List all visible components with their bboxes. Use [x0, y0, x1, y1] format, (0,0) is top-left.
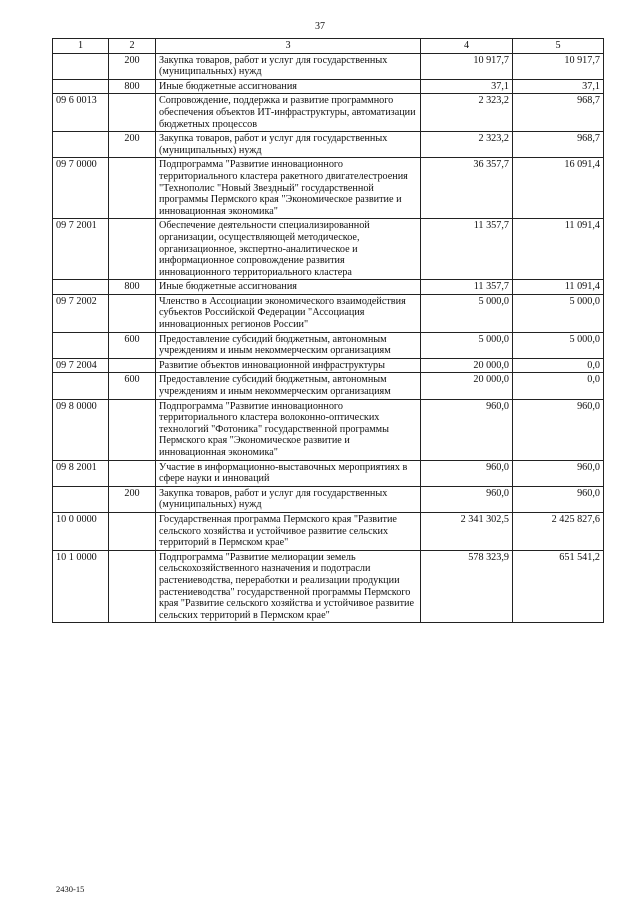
table-header-row — [53, 39, 604, 54]
table-row — [53, 358, 604, 373]
amount-year-1: 20 000,0 — [421, 358, 513, 373]
item-name: Подпрограмма "Развитие инновационного территориального кластера волоконно-оптических технологий "Фотоника" государственной программы Пермского края "Экономическое развитие и инновационная экономика" — [156, 399, 421, 460]
item-name: Закупка товаров, работ и услуг для государственных (муниципальных) нужд — [156, 132, 421, 158]
expense-type-code — [109, 512, 156, 550]
target-article-code: 09 8 2001 — [53, 460, 109, 486]
amount-year-2: 5 000,0 — [513, 332, 604, 358]
amount-year-1: 2 323,2 — [421, 94, 513, 132]
page-number: 37 — [315, 21, 325, 32]
amount-year-2: 37,1 — [513, 79, 604, 94]
expense-type-code — [109, 460, 156, 486]
target-article-code — [53, 53, 109, 79]
item-name: Иные бюджетные ассигнования — [156, 79, 421, 94]
amount-year-2: 0,0 — [513, 358, 604, 373]
amount-year-1: 960,0 — [421, 460, 513, 486]
header-col-4: 4 — [421, 39, 513, 54]
expense-type-code — [109, 399, 156, 460]
target-article-code: 09 7 2001 — [53, 219, 109, 280]
amount-year-2: 11 091,4 — [513, 219, 604, 280]
table-row — [53, 460, 604, 486]
header-col-2: 2 — [109, 39, 156, 54]
expense-type-code: 800 — [109, 79, 156, 94]
amount-year-1: 11 357,7 — [421, 280, 513, 295]
amount-year-1: 5 000,0 — [421, 332, 513, 358]
amount-year-1: 5 000,0 — [421, 294, 513, 332]
amount-year-2: 960,0 — [513, 399, 604, 460]
expense-type-code — [109, 94, 156, 132]
target-article-code: 09 7 0000 — [53, 158, 109, 219]
expense-type-code — [109, 158, 156, 219]
expense-type-code: 200 — [109, 486, 156, 512]
table-body — [53, 53, 604, 623]
expense-type-code: 600 — [109, 332, 156, 358]
item-name: Закупка товаров, работ и услуг для государственных (муниципальных) нужд — [156, 486, 421, 512]
table-row — [53, 512, 604, 550]
target-article-code — [53, 373, 109, 399]
target-article-code: 10 0 0000 — [53, 512, 109, 550]
expense-type-code — [109, 219, 156, 280]
expense-type-code: 600 — [109, 373, 156, 399]
header-col-3: 3 — [156, 39, 421, 54]
table-row — [53, 79, 604, 94]
amount-year-2: 960,0 — [513, 460, 604, 486]
table-row — [53, 294, 604, 332]
item-name: Подпрограмма "Развитие инновационного территориального кластера ракетного двигателестроения "Технополис "Новый Звездный" государственной программы Пермского края "Экономическое развитие и инновационная экономика" — [156, 158, 421, 219]
target-article-code: 10 1 0000 — [53, 550, 109, 623]
table-row — [53, 280, 604, 295]
expense-type-code: 800 — [109, 280, 156, 295]
target-article-code — [53, 79, 109, 94]
item-name: Сопровождение, поддержка и развитие программного обеспечения объектов ИТ-инфраструктуры, автоматизации бюджетных процессов — [156, 94, 421, 132]
amount-year-2: 10 917,7 — [513, 53, 604, 79]
amount-year-1: 37,1 — [421, 79, 513, 94]
item-name: Предоставление субсидий бюджетным, автономным учреждениям и иным некоммерческим организациям — [156, 373, 421, 399]
amount-year-1: 2 323,2 — [421, 132, 513, 158]
amount-year-2: 5 000,0 — [513, 294, 604, 332]
table-row — [53, 332, 604, 358]
amount-year-1: 960,0 — [421, 486, 513, 512]
item-name: Обеспечение деятельности специализированной организации, осуществляющей методическое, организационное, экспертно-аналитическое и информационное сопровождение развития инновационного территориального кластера — [156, 219, 421, 280]
expense-type-code: 200 — [109, 132, 156, 158]
amount-year-2: 968,7 — [513, 132, 604, 158]
target-article-code: 09 8 0000 — [53, 399, 109, 460]
amount-year-2: 2 425 827,6 — [513, 512, 604, 550]
table-row — [53, 219, 604, 280]
item-name: Развитие объектов инновационной инфраструктуры — [156, 358, 421, 373]
table-row — [53, 486, 604, 512]
header-col-1: 1 — [53, 39, 109, 54]
header-col-5: 5 — [513, 39, 604, 54]
target-article-code: 09 7 2002 — [53, 294, 109, 332]
item-name: Иные бюджетные ассигнования — [156, 280, 421, 295]
document-code: 2430-15 — [56, 884, 85, 894]
expense-type-code — [109, 550, 156, 623]
amount-year-2: 0,0 — [513, 373, 604, 399]
table-row — [53, 373, 604, 399]
amount-year-2: 11 091,4 — [513, 280, 604, 295]
target-article-code — [53, 132, 109, 158]
expense-type-code — [109, 294, 156, 332]
table-row — [53, 158, 604, 219]
budget-table — [52, 38, 604, 623]
amount-year-2: 968,7 — [513, 94, 604, 132]
table-row — [53, 550, 604, 623]
target-article-code — [53, 280, 109, 295]
table-row — [53, 94, 604, 132]
amount-year-1: 2 341 302,5 — [421, 512, 513, 550]
amount-year-1: 10 917,7 — [421, 53, 513, 79]
item-name: Членство в Ассоциации экономического взаимодействия субъектов Российской Федерации "Ассоциация инновационных регионов России" — [156, 294, 421, 332]
item-name: Участие в информационно-выставочных мероприятиях в сфере науки и инноваций — [156, 460, 421, 486]
expense-type-code — [109, 358, 156, 373]
target-article-code: 09 7 2004 — [53, 358, 109, 373]
amount-year-2: 16 091,4 — [513, 158, 604, 219]
amount-year-1: 11 357,7 — [421, 219, 513, 280]
amount-year-2: 960,0 — [513, 486, 604, 512]
expense-type-code: 200 — [109, 53, 156, 79]
item-name: Закупка товаров, работ и услуг для государственных (муниципальных) нужд — [156, 53, 421, 79]
target-article-code — [53, 332, 109, 358]
target-article-code — [53, 486, 109, 512]
item-name: Государственная программа Пермского края "Развитие сельского хозяйства и устойчивое развитие сельских территорий в Пермском крае" — [156, 512, 421, 550]
table-row — [53, 132, 604, 158]
table-row — [53, 399, 604, 460]
amount-year-1: 578 323,9 — [421, 550, 513, 623]
item-name: Подпрограмма "Развитие мелиорации земель сельскохозяйственного назначения и подотрасли растениеводства, переработки и реализации продукции растениеводства" государственной программы Пермского края "Развитие сельского хозяйства и устойчивое развитие сельских территорий в Пермском крае" — [156, 550, 421, 623]
amount-year-1: 36 357,7 — [421, 158, 513, 219]
item-name: Предоставление субсидий бюджетным, автономным учреждениям и иным некоммерческим организациям — [156, 332, 421, 358]
target-article-code: 09 6 0013 — [53, 94, 109, 132]
amount-year-2: 651 541,2 — [513, 550, 604, 623]
amount-year-1: 960,0 — [421, 399, 513, 460]
table-row — [53, 53, 604, 79]
amount-year-1: 20 000,0 — [421, 373, 513, 399]
